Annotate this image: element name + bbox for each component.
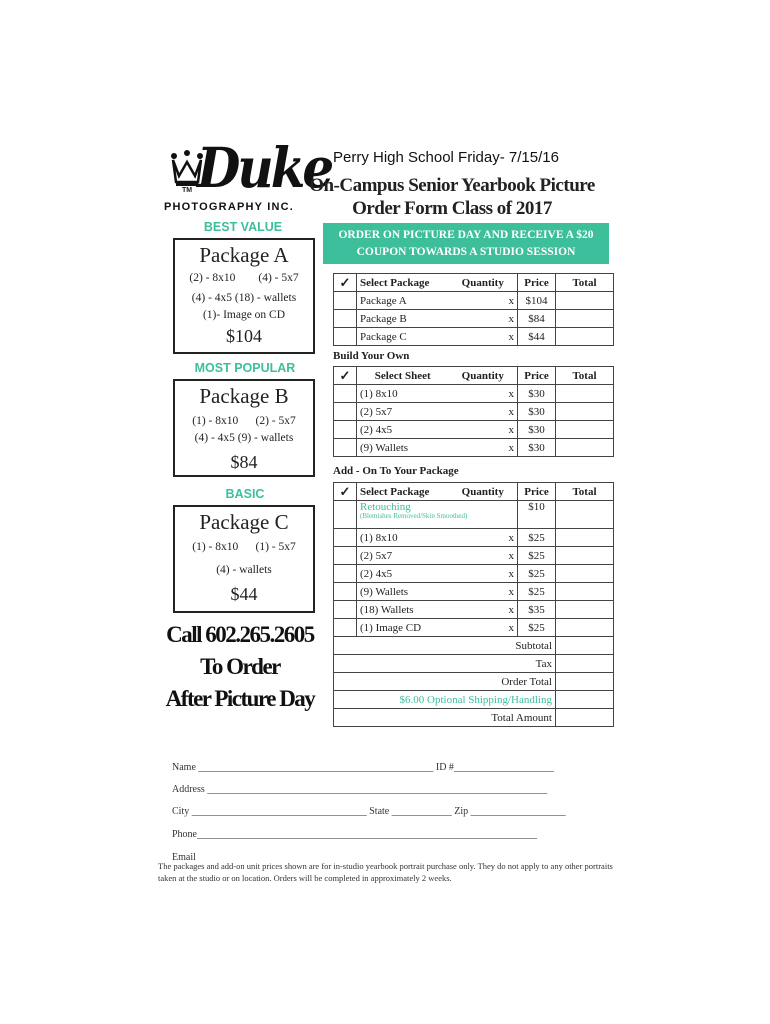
row-price: $10 — [518, 501, 556, 529]
quantity-field[interactable]: x — [449, 310, 518, 328]
row-item: Package B — [357, 310, 449, 328]
retouching-label: Retouching — [360, 501, 411, 513]
package-a-line: (4) - 4x5 (18) - wallets — [191, 292, 297, 304]
tax-field[interactable] — [556, 655, 614, 673]
table-row — [334, 529, 614, 547]
quantity-field[interactable]: x — [449, 529, 518, 547]
total-field[interactable] — [556, 547, 614, 565]
quantity-field[interactable]: x — [449, 619, 518, 637]
build-your-own-label: Build Your Own — [333, 350, 410, 362]
select-checkbox[interactable] — [334, 328, 357, 346]
order-total-field[interactable] — [556, 673, 614, 691]
package-b-name: Package B — [199, 384, 289, 408]
item-header: Select Package — [357, 274, 449, 292]
package-order-table — [333, 273, 614, 346]
total-field[interactable] — [556, 310, 614, 328]
price-header: Price — [518, 483, 556, 501]
row-item: (2) 4x5 — [357, 565, 449, 583]
package-a-name: Package A — [199, 243, 289, 267]
table-row — [334, 547, 614, 565]
price-header: Price — [518, 367, 556, 385]
package-b-tag: MOST POPULAR — [194, 361, 296, 375]
quantity-field[interactable]: x — [449, 403, 518, 421]
select-checkbox[interactable] — [334, 583, 357, 601]
email-field[interactable]: Email — [172, 852, 196, 863]
price-header: Price — [518, 274, 556, 292]
footnote: The packages and add-on unit prices shown are for in-studio yearbook portrait purchase only. They do not apply to any other portraits taken at the studio or on location. Orders will be completed in approximately 2 weeks. — [158, 861, 613, 883]
total-field[interactable] — [556, 583, 614, 601]
phone-field[interactable]: Phone____________________________________________________________________ — [172, 829, 537, 840]
check-header: ✓ — [334, 367, 357, 385]
package-c-price: $44 — [230, 584, 258, 604]
call-after-picture-day-line: After Picture Day — [165, 686, 315, 711]
address-field[interactable]: Address ____________________________________________________________________ — [172, 784, 548, 795]
coupon-banner: ORDER ON PICTURE DAY AND RECEIVE A $20 COUPON TOWARDS A STUDIO SESSION — [323, 223, 609, 264]
build-your-own-table — [333, 366, 614, 457]
school-date-line: Perry High School Friday- 7/15/16 — [333, 149, 559, 166]
tax-row — [334, 655, 614, 673]
add-on-table — [333, 482, 614, 727]
table-row — [334, 292, 614, 310]
row-item: (1) 8x10 — [357, 529, 449, 547]
row-price: $25 — [518, 583, 556, 601]
table-row — [334, 310, 614, 328]
quantity-field[interactable]: x — [449, 601, 518, 619]
select-checkbox[interactable] — [334, 403, 357, 421]
total-header: Total — [556, 274, 614, 292]
row-item: (2) 5x7 — [357, 403, 449, 421]
shipping-row — [334, 691, 614, 709]
table-row — [334, 439, 614, 457]
form-title-line2: Order Form Class of 2017 — [352, 198, 552, 219]
table-row — [334, 403, 614, 421]
order-total-label: Order Total — [334, 673, 556, 691]
select-checkbox[interactable] — [334, 619, 357, 637]
package-c-tag: BASIC — [225, 487, 265, 501]
city-state-zip-field[interactable]: City ___________________________________ State ____________ Zip ___________________ — [172, 806, 566, 817]
total-field[interactable] — [556, 385, 614, 403]
item-header: Select Package — [357, 483, 449, 501]
table-row — [334, 328, 614, 346]
row-item: Package A — [357, 292, 449, 310]
row-price: $84 — [518, 310, 556, 328]
total-field[interactable] — [556, 565, 614, 583]
row-price: $30 — [518, 385, 556, 403]
select-checkbox[interactable] — [334, 385, 357, 403]
total-field[interactable] — [556, 601, 614, 619]
select-checkbox[interactable] — [334, 310, 357, 328]
total-field[interactable] — [556, 403, 614, 421]
order-total-row — [334, 673, 614, 691]
total-amount-row — [334, 709, 614, 727]
quantity-field[interactable]: x — [449, 328, 518, 346]
row-price: $104 — [518, 292, 556, 310]
total-header: Total — [556, 483, 614, 501]
logo-tm: TM — [182, 187, 193, 194]
subtotal-row — [334, 637, 614, 655]
package-c-name: Package C — [199, 510, 289, 534]
package-c-line: (1) - 8x10 (1) - 5x7 — [192, 541, 296, 553]
row-price: $25 — [518, 565, 556, 583]
total-header: Total — [556, 367, 614, 385]
table-row — [334, 619, 614, 637]
total-field[interactable] — [556, 421, 614, 439]
shipping-field[interactable] — [556, 691, 614, 709]
retouching-sub: (Blemishes Removed/Skin Smoothed) — [360, 512, 468, 520]
package-c-line: (4) - wallets — [216, 564, 272, 576]
total-field[interactable] — [556, 328, 614, 346]
tax-label: Tax — [334, 655, 556, 673]
quantity-field[interactable]: x — [449, 385, 518, 403]
row-price: $25 — [518, 547, 556, 565]
name-id-field[interactable]: Name _______________________________________________ ID #____________________ — [172, 762, 554, 773]
package-b-price: $84 — [230, 452, 258, 472]
table-row — [334, 421, 614, 439]
shipping-label: $6.00 Optional Shipping/Handling — [334, 691, 556, 709]
table-row — [334, 601, 614, 619]
total-field[interactable] — [556, 292, 614, 310]
row-item: Package C — [357, 328, 449, 346]
package-b-line: (1) - 8x10 (2) - 5x7 — [192, 415, 296, 427]
table-row — [334, 565, 614, 583]
package-a-line: (1)- Image on CD — [202, 309, 286, 321]
select-checkbox[interactable] — [334, 439, 357, 457]
select-checkbox[interactable] — [334, 421, 357, 439]
form-title-line1: On-Campus Senior Yearbook Picture — [309, 175, 595, 196]
total-amount-label: Total Amount — [334, 709, 556, 727]
select-checkbox[interactable] — [334, 601, 357, 619]
quantity-field[interactable]: x — [449, 565, 518, 583]
quantity-header: Quantity — [449, 274, 518, 292]
table-row — [334, 385, 614, 403]
select-checkbox[interactable] — [334, 565, 357, 583]
quantity-field[interactable]: x — [449, 421, 518, 439]
retouching-cell — [357, 501, 518, 529]
row-price: $25 — [518, 619, 556, 637]
total-field[interactable] — [556, 439, 614, 457]
call-to-order-line: To Order — [200, 654, 280, 679]
total-amount-field[interactable] — [556, 709, 614, 727]
add-on-label: Add - On To Your Package — [333, 465, 459, 477]
table-row — [334, 583, 614, 601]
quantity-header: Quantity — [449, 483, 518, 501]
quantity-field[interactable]: x — [449, 547, 518, 565]
quantity-header: Quantity — [449, 367, 518, 385]
subtotal-field[interactable] — [556, 637, 614, 655]
logo-subtitle: PHOTOGRAPHY INC. — [164, 201, 295, 213]
row-item: (18) Wallets — [357, 601, 449, 619]
row-price: $30 — [518, 403, 556, 421]
row-price: $25 — [518, 529, 556, 547]
select-checkbox[interactable] — [334, 547, 357, 565]
call-phone-line: Call 602.265.2605 — [166, 622, 314, 647]
quantity-field[interactable]: x — [449, 439, 518, 457]
select-checkbox[interactable] — [334, 501, 357, 529]
package-a-card — [173, 238, 315, 354]
package-b-line: (4) - 4x5 (9) - wallets — [194, 432, 294, 444]
total-field[interactable] — [556, 501, 614, 529]
select-checkbox[interactable] — [334, 529, 357, 547]
retouching-row — [334, 501, 614, 529]
row-price: $44 — [518, 328, 556, 346]
row-item: (2) 4x5 — [357, 421, 449, 439]
quantity-field[interactable]: x — [449, 583, 518, 601]
check-header: ✓ — [334, 483, 357, 501]
quantity-field[interactable]: x — [449, 292, 518, 310]
item-header: Select Sheet — [357, 367, 449, 385]
check-header: ✓ — [334, 274, 357, 292]
logo-wordmark: Duke — [197, 135, 332, 200]
row-price: $35 — [518, 601, 556, 619]
package-a-tag: BEST VALUE — [203, 220, 283, 234]
row-price: $30 — [518, 421, 556, 439]
total-field[interactable] — [556, 619, 614, 637]
select-checkbox[interactable] — [334, 292, 357, 310]
row-item: (2) 5x7 — [357, 547, 449, 565]
row-item: (1) 8x10 — [357, 385, 449, 403]
row-item: (1) Image CD — [357, 619, 449, 637]
total-field[interactable] — [556, 529, 614, 547]
row-item: (9) Wallets — [357, 583, 449, 601]
package-c-card — [173, 505, 315, 613]
package-a-line: (2) - 8x10 (4) - 5x7 — [189, 272, 299, 284]
row-price: $30 — [518, 439, 556, 457]
package-b-card — [173, 379, 315, 477]
subtotal-label: Subtotal — [334, 637, 556, 655]
row-item: (9) Wallets — [357, 439, 449, 457]
package-a-price: $104 — [226, 326, 262, 346]
